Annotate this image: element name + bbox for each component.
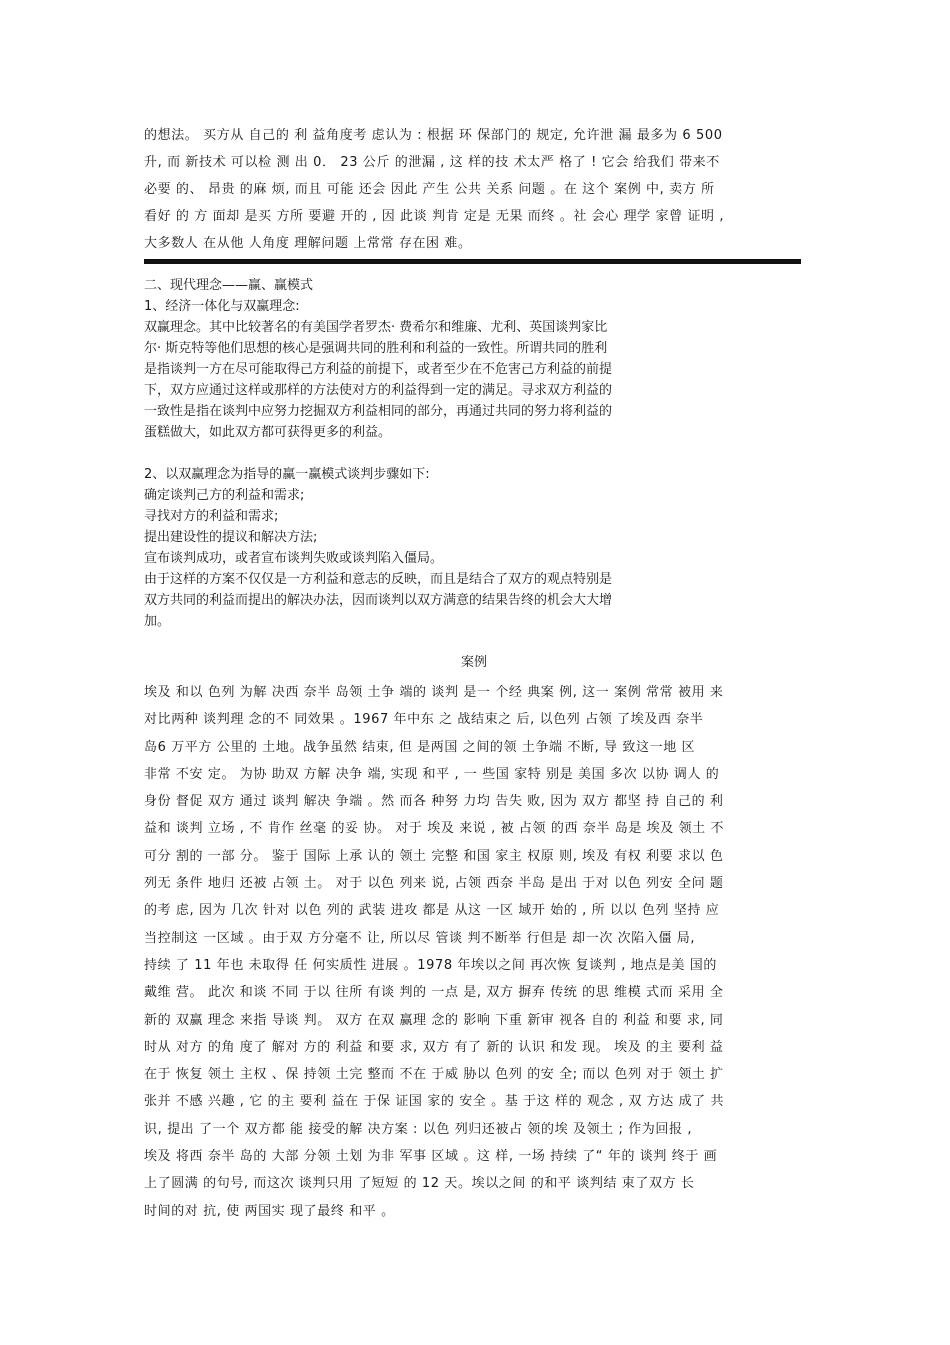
opening-paragraph [144,122,804,257]
paragraph-line: 是指谈判一方在尽可能取得己方利益的前提下，或者至少在不危害己方利益的前提 [144,362,613,377]
step-item: 宣布谈判成功，或者宣布谈判失败或谈判陷入僵局。 [144,551,444,566]
subheading-1: 1、经济一体化与双赢理念: [144,299,300,314]
paragraph-line: 戴维 营。 此次 和谈 不同 于以 往所 有谈 判的 一点 是, 双方 摒弃 传统 的思 维模 式而 采用 全 [144,985,724,1001]
paragraph-line: 上了圆满 的句号, 而这次 谈判只用 了短短 的 12 天。埃以之间 的和平 谈判结 束了双方 长 [144,1176,695,1192]
blank-line [144,443,704,464]
paragraph-line: 埃及 将西 奈半 岛的 大部 分领 土划 为非 军事 区域 。这 样, 一场 持续 了“ 年的 谈判 终于 画 [144,1149,718,1165]
paragraph-line: 一致性是指在谈判中应努力挖掘双方利益相同的部分，再通过共同的努力将利益的 [144,404,613,419]
paragraph-line: 由于这样的方案不仅仅是一方利益和意志的反映，而且是结合了双方的观点特别是 [144,572,613,587]
paragraph-line: 大多数人 在从他 人角度 理解问题 上常常 存在困 难。 [144,236,472,251]
paragraph-line: 列无 条件 地归 还被 占领 土。 对于 以色 列来 说, 占领 西奈 半岛 是出 于对 以色 列安 全问 题 [144,876,724,892]
paragraph-line: 可分 割的 一部 分。 鉴于 国际 上承 认的 领土 完整 和国 家主 权原 则, 埃及 有权 利要 求以 色 [144,848,724,864]
paragraph-line: 双方共同的利益而提出的解决办法，因而谈判以双方满意的结果告终的机会大大增 [144,593,613,608]
paragraph-line: 在于 恢复 领土 主权 、保 持领 土完 整而 不在 于威 胁以 色列 的安 全; 而以 色列 对于 领土 扩 [144,1067,724,1083]
paragraph-line: 对比两种 谈判理 念的不 同效果 。1967 年中东 之 战结束之 后, 以色列 占领 了埃及西 奈半 [144,712,704,728]
section-heading: 二、现代理念——赢、赢模式 [144,278,314,293]
paragraph-line: 时间的对 抗, 使 两国实 现了最终 和平 。 [144,1203,395,1219]
paragraph-line: 蛋糕做大，如此双方都可获得更多的利益。 [144,425,392,440]
paragraph-line: 张并 不感 兴趣 , 它 的主 要利 益在 于保 证国 家的 安全 。基 于这 样的 观念 , 双 方达 成了 共 [144,1094,725,1110]
paragraph-line: 的想法。 买方从 自己的 利 益角度考 虑认为 : 根据 环 保部门的 规定, 允许泄 漏 最多为 6 500 [144,128,723,143]
win-win-section [144,275,704,632]
paragraph-line: 时从 对方 的角 度了 解对 方的 利益 和要 求, 双方 有了 新的 认识 和发 现。 埃及 的主 要利 益 [144,1039,724,1055]
case-paragraph [144,679,804,1225]
paragraph-line: 当控制这 一区域 。由于双 方分毫不 让, 所以尽 管谈 判不断举 行但是 却一次 次陷入僵 局, [144,930,696,946]
paragraph-line: 非常 不安 定。 为协 助双 方解 决争 端, 实现 和平 , 一 些国 家特 别是 美国 多次 以协 调人 的 [144,766,720,782]
paragraph-line: 尔· 斯克特等他们思想的核心是强调共同的胜利和利益的一致性。所谓共同的胜利 [144,341,608,356]
paragraph-line: 新的 双赢 理念 来指 导谈 判。 双方 在双 赢理 念的 影响 下重 新审 视各 自的 利益 和要 求, 同 [144,1012,724,1028]
subheading-2: 2、以双赢理念为指导的赢一赢模式谈判步骤如下: [144,467,430,482]
step-item: 提出建设性的提议和解决方法; [144,530,318,545]
paragraph-line: 升, 而 新技术 可以检 测 出 0． 23 公斤 的泄漏 , 这 样的技 术太严 格了 ! 它会 给我们 带来不 [144,155,720,170]
paragraph-line: 双赢理念。其中比较著名的有美国学者罗杰· 费希尔和维廉、尤利、英国谈判家比 [144,320,608,335]
step-item: 寻找对方的利益和需求; [144,509,279,524]
paragraph-line: 益和 谈判 立场 , 不 肯作 丝毫 的妥 协。 对于 埃及 来说 , 被 占领 的西 奈半 岛是 埃及 领土 不 [144,821,725,837]
paragraph-line: 加。 [144,614,171,629]
paragraph-line: 必要 的、 昂贵 的麻 烦, 而且 可能 还会 因此 产生 公共 关系 问题 。在 这个 案例 中, 卖方 所 [144,182,715,197]
paragraph-line: 的考 虑, 因为 几次 针对 以色 列的 武装 进攻 都是 从这 一区 域开 始的 , 所 以以 色列 坚持 应 [144,903,720,919]
section-divider [144,259,801,264]
step-item: 确定谈判己方的利益和需求; [144,488,305,503]
paragraph-line: 识, 提出 了一个 双方都 能 接受的解 决方案 : 以色 列归还被占 领的埃 及领土 ; 作为回报 , [144,1121,693,1137]
paragraph-line: 下，双方应通过这样或那样的方法使对方的利益得到一定的满足。寻求双方利益的 [144,383,613,398]
paragraph-line: 持续 了 11 年也 未取得 任 何实质性 进展 。1978 年埃以之间 再次恢 复谈判 , 地点是美 国的 [144,957,718,973]
paragraph-line: 埃及 和以 色列 为解 决西 奈半 岛领 土争 端的 谈判 是一 个经 典案 例, 这一 案例 常常 被用 来 [144,685,724,700]
paragraph-line: 岛6 万平方 公里的 土地。战争虽然 结束, 但 是两国 之间的领 土争端 不断, 导 致这一地 区 [144,739,696,755]
case-title: 案例 [460,655,487,670]
paragraph-line: 看好 的 方 面却 是买 方所 要避 开的 , 因 此谈 判肯 定是 无果 而终 。社 会心 理学 家曾 证明 , [144,209,725,224]
paragraph-line: 身份 督促 双方 通过 谈判 解决 争端 。然 而各 种努 力均 告失 败, 因为 双方 都坚 持 自己的 利 [144,794,724,810]
